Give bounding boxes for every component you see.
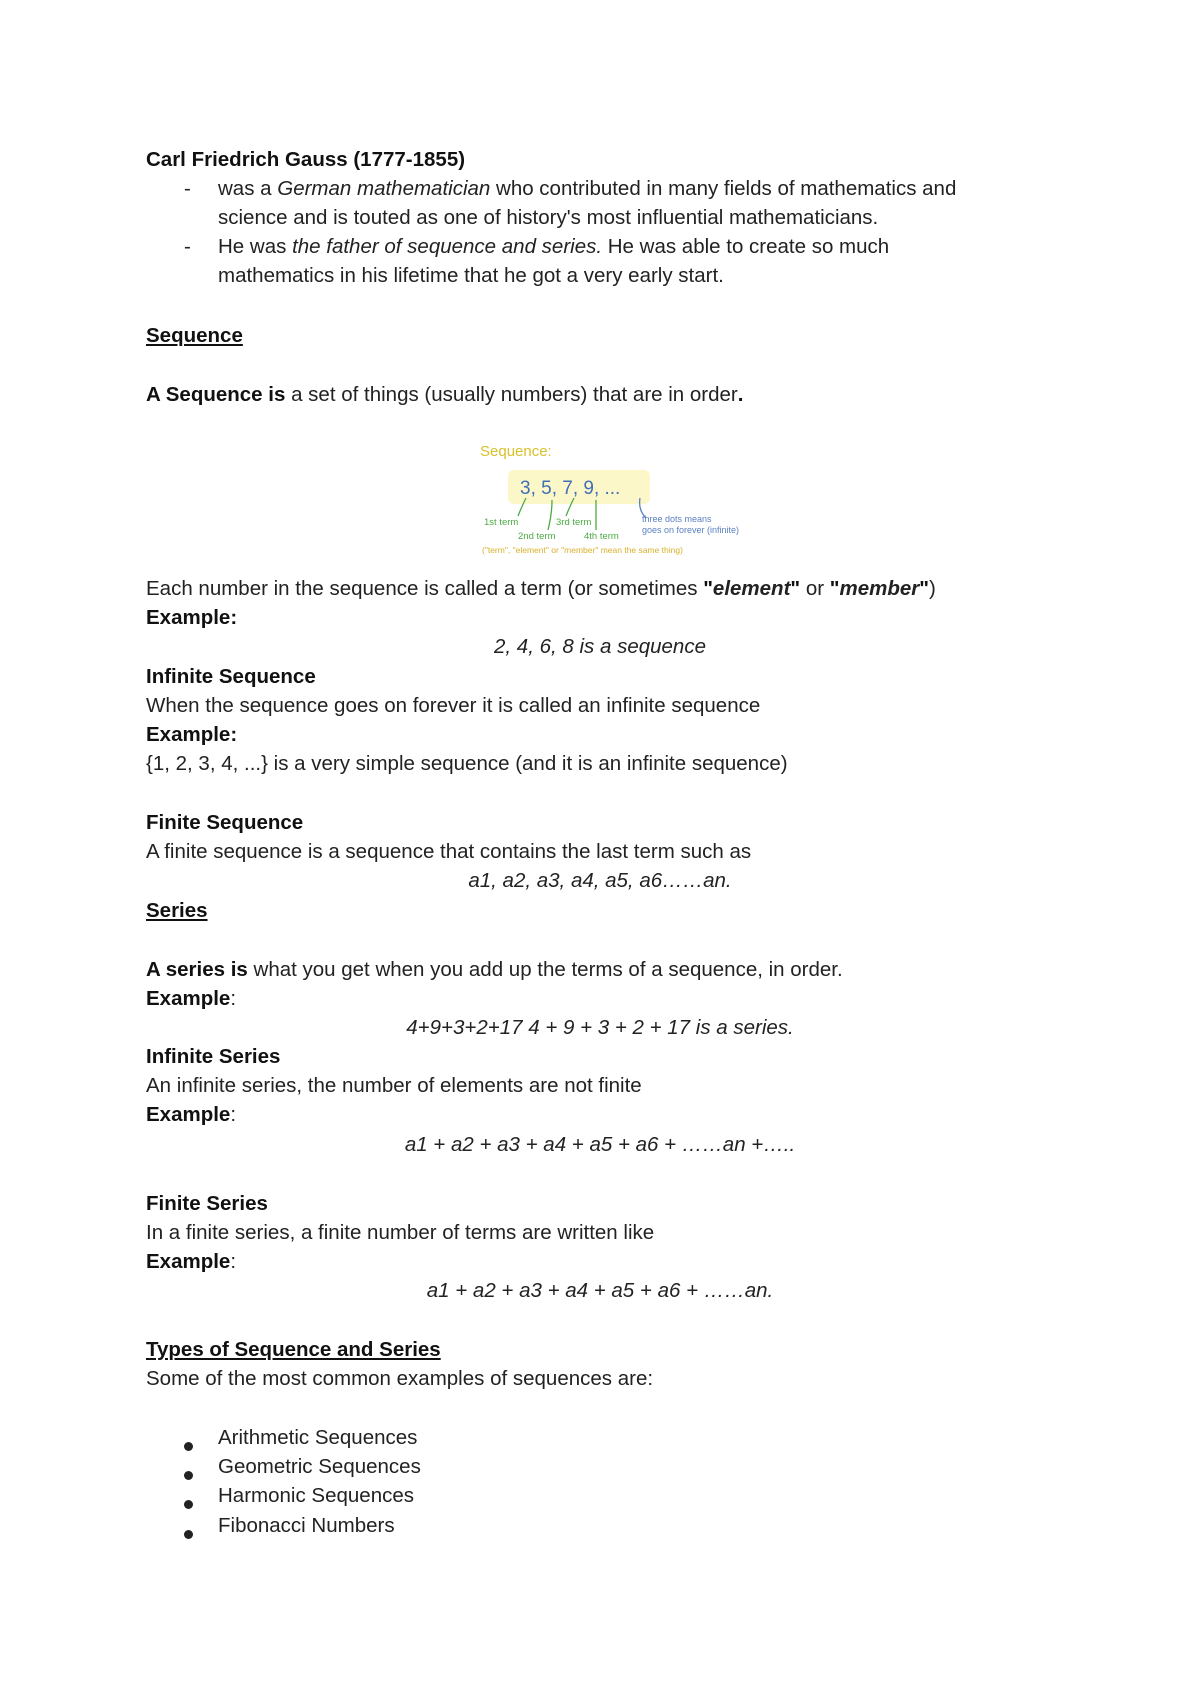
infinite-series-text: An infinite series, the number of elements are not finite [146, 1074, 642, 1097]
types-heading: Types of Sequence and Series [146, 1338, 441, 1361]
sequence-example-label: Example: [146, 606, 238, 629]
infinite-series-example: a1 + a2 + a3 + a4 + a5 + a6 + ……an +….. [404, 1133, 796, 1156]
series-example-label: Example: [146, 987, 237, 1010]
sequence-diagram [470, 438, 750, 556]
sequence-definition: A Sequence is a set of things (usually numbers) that are in order. [146, 383, 744, 406]
list-item: Fibonacci Numbers [218, 1514, 395, 1537]
finite-sequence-text: A finite sequence is a sequence that contains the last term such as [146, 840, 752, 863]
svg-text:three dots means: three dots means [642, 514, 712, 524]
series-heading: Series [146, 899, 208, 922]
svg-text:("term", "element" or "member": ("term", "element" or "member" mean the same thing) [482, 545, 683, 555]
gauss-bullet-2: He was the father of sequence and series. He was able to create so much [218, 235, 890, 258]
sequence-heading: Sequence [146, 324, 243, 347]
gauss-bullet-1: was a German mathematician who contributed in many fields of mathematics and [218, 177, 957, 200]
term-explanation: Each number in the sequence is called a term (or sometimes "element" or "member") [146, 577, 936, 600]
finite-sequence-heading: Finite Sequence [146, 811, 304, 834]
infinite-sequence-example-label: Example: [146, 723, 238, 746]
sequence-example: 2, 4, 6, 8 is a sequence [494, 635, 706, 658]
infinite-sequence-heading: Infinite Sequence [146, 665, 316, 688]
list-item: Arithmetic Sequences [218, 1426, 418, 1449]
types-intro: Some of the most common examples of sequences are: [146, 1367, 654, 1390]
infinite-sequence-text: When the sequence goes on forever it is called an infinite sequence [146, 694, 761, 717]
list-item: Geometric Sequences [218, 1455, 421, 1478]
finite-series-heading: Finite Series [146, 1192, 268, 1215]
series-example: 4+9+3+2+17 4 + 9 + 3 + 2 + 17 is a series. [406, 1016, 794, 1039]
gauss-bullet-2-line2: mathematics in his lifetime that he got a very early start. [218, 264, 724, 287]
series-definition: A series is what you get when you add up the terms of a sequence, in order. [146, 958, 843, 981]
infinite-series-example-label: Example: [146, 1103, 237, 1126]
bullet-dot [184, 1500, 193, 1509]
figure-values: 3, 5, 7, 9, ... [520, 478, 621, 499]
svg-text:2nd term: 2nd term [518, 531, 556, 542]
svg-text:3rd term: 3rd term [556, 517, 592, 528]
svg-text:1st term: 1st term [484, 517, 519, 528]
infinite-series-heading: Infinite Series [146, 1045, 281, 1068]
finite-series-text: In a finite series, a finite number of terms are written like [146, 1221, 655, 1244]
finite-series-example: a1 + a2 + a3 + a4 + a5 + a6 + ……an. [426, 1279, 774, 1302]
bullet-dash: - [184, 177, 191, 200]
bullet-dot [184, 1530, 193, 1539]
finite-series-example-label: Example: [146, 1250, 237, 1273]
gauss-title: Carl Friedrich Gauss (1777-1855) [146, 148, 466, 171]
list-item: Harmonic Sequences [218, 1484, 414, 1507]
bullet-dot [184, 1442, 193, 1451]
infinite-sequence-example: {1, 2, 3, 4, ...} is a very simple sequence (and it is an infinite sequence) [146, 752, 788, 775]
figure-title: Sequence: [480, 443, 552, 460]
finite-sequence-example: a1, a2, a3, a4, a5, a6……an. [468, 869, 732, 892]
bullet-dash: - [184, 235, 191, 258]
svg-text:4th term: 4th term [584, 531, 619, 542]
svg-text:goes on forever (infinite): goes on forever (infinite) [642, 525, 740, 535]
bullet-dot [184, 1471, 193, 1480]
gauss-bullet-1-line2: science and is touted as one of history's most influential mathematicians. [218, 206, 879, 229]
